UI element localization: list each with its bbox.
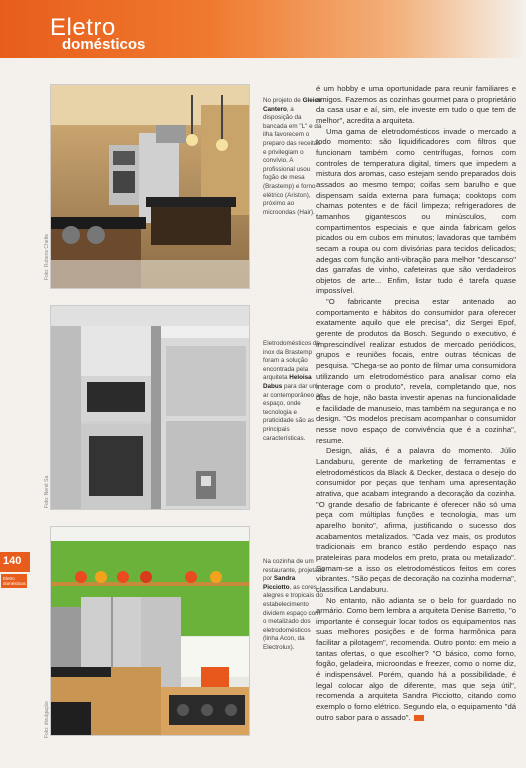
caption-architect-name: Heloisa Dabus — [263, 374, 312, 390]
photo-credit: Foto: divulgação — [44, 701, 50, 738]
section-title: Eletro — [50, 14, 116, 41]
end-of-article-mark — [414, 715, 424, 721]
article-paragraph — [316, 596, 516, 724]
page-section-tab: Eletro domésticos — [3, 576, 26, 586]
article-paragraph: "O fabricante precisa estar antenado ao comportamento e hábitos do consumidor para oferecer exatamente aquilo que ele precisa", diz Sergei Epof, gerente de produtos da Bosch. Segundo o executivo, é imprescindível realizar estudos de mercado periódicos, grupos e reuniões focais, entre outras técnicas de pesquisa. "Chega-se ao ponto de filmar uma consumidora utilizando um eletrodoméstico para analisar como ela interage com o produto", revela, completando que, nos dias de hoje, não basta investir apenas na funcionalidade e facilidade de manuseio, mas também na segurança e no design. "Os modelos precisam acompanhar o consumidor nesse novo espaço de convivência que é a cozinha", resume. — [316, 297, 516, 445]
caption-architect-name: Gleice Cantero — [263, 97, 322, 113]
article-paragraph: Uma gama de eletrodomésticos invade o mercado a todo momento: são liquidificadores com filtros que funcionam também como centrífugas, fornos com controles de temperatura digital, timers que impedem a mistura dos aromas, caso estejam sendo preparados dois assados ao mesmo tempo; coifas sem barulho e que dispensam saída externa para fumaça; cooktops com chamas potentes e de fácil limpeza; refrigeradores de tamanhos gigantescos ou minúsculos, com compartimentos especiais e que ainda fabricam gelos picados ou em cubos em minutos; lavadoras que também secam a roupa ou com divisórias para tecidos delicados; adegas com função anti-vibração para melhor "descanso" das garrafas de vinho, cafeteiras que são verdadeiros objetos de arte... Enfim, listar tudo é tarefa quase impossível. — [316, 126, 516, 296]
page-number: 140 — [0, 552, 30, 572]
caption-architect-name: Sandra Picciotto — [263, 575, 296, 591]
caption-text: No projeto de — [263, 97, 303, 104]
caption-text: , a disposição da bancada em "L" e da ilha favorecem o preparo das receitas e privilegiam o convívio. A profissional usou fogão de mesa (Brastemp) e forno elétrico (Ariston), próximo ao microondas (Hair). — [263, 105, 322, 216]
caption-text: Na cozinha de um restaurante, projetada por — [263, 558, 325, 583]
restaurant-kitchen-illustration — [51, 527, 250, 736]
stainless-appliances-photo — [50, 305, 250, 510]
kitchen-island-photo — [50, 84, 250, 289]
section-subtitle: domésticos — [62, 36, 146, 53]
article-paragraph-text: No entanto, não adianta se o belo for guardado no armário. Como bem lembra a arquiteta Denise Barretto, "o importante é conseguir locar todos os equipamentos nas suas melhores posições e de forma harmônica para facilitar a pilotagem", recomenda. Outro ponto: em meio a tantas ofertas, o que escolher? "O básico, como forno, fogão, geladeira, microondas e freezer, como o nome diz, é indispensável. Porém, quando há a possibilidade, é legal colocar algo de diferente, mas que seja útil", recomenda a arquiteta Sandra Picciotto, citando como exemplo o forno elétrico. Segundo ela, o equipamento "dá outro sabor para o assado". — [316, 595, 516, 722]
caption-text: para dar um ar contemporâneo ao espaço, onde tecnologia e praticidade são as principais características. — [263, 382, 323, 442]
photo-credit: Foto: Rubens Chette — [44, 233, 50, 280]
stainless-appliances-illustration — [51, 306, 250, 510]
caption-text: Eletrodomésticos de inox da Brastemp foram a solução encontrada pela arquiteta — [263, 340, 321, 382]
kitchen-island-illustration — [51, 85, 250, 289]
article-body — [316, 84, 516, 723]
article-paragraph: Design, aliás, é a palavra do momento. Júlio Landaburu, gerente de marketing de ferramentas e eletrodomésticos da Black & Decker, destaca o desejo do consumidor por peças que tenham uma apresentação atrativa, que acabam integrando a decoração da cozinha. "O grande desafio de fabricante é oferecer não só uma peça com múltiplas funções e tecnologia, mas um aparelho bonito", afirma, justificando o sucesso dos acabamentos metalizados. "Cada vez mais, os produtos tradicionais em branco estão perdendo espaço nas prateleiras para modelos em preto, prata ou metalizado". Somam-se a isso os eletrodomésticos feitos em cores vibrantes. "São peças de decoração na cozinha moderna", classifica Landaburu. — [316, 446, 516, 594]
photo-credit: Foto: Nenê Sa — [44, 475, 50, 508]
caption-text: , as cores alegres e tropicais do estabelecimento dividem espaço com o metalizado dos eletrodomésticos (linha Acon, da Electrolux). — [263, 583, 323, 651]
restaurant-kitchen-photo — [50, 526, 250, 736]
article-paragraph: é um hobby e uma oportunidade para reunir familiares e amigos. Fazemos as cozinhas gourmet para o proprietário da casa usar e aí, sim, ele investe em tudo o que tem de melhor", acredita a arquiteta. — [316, 84, 516, 125]
